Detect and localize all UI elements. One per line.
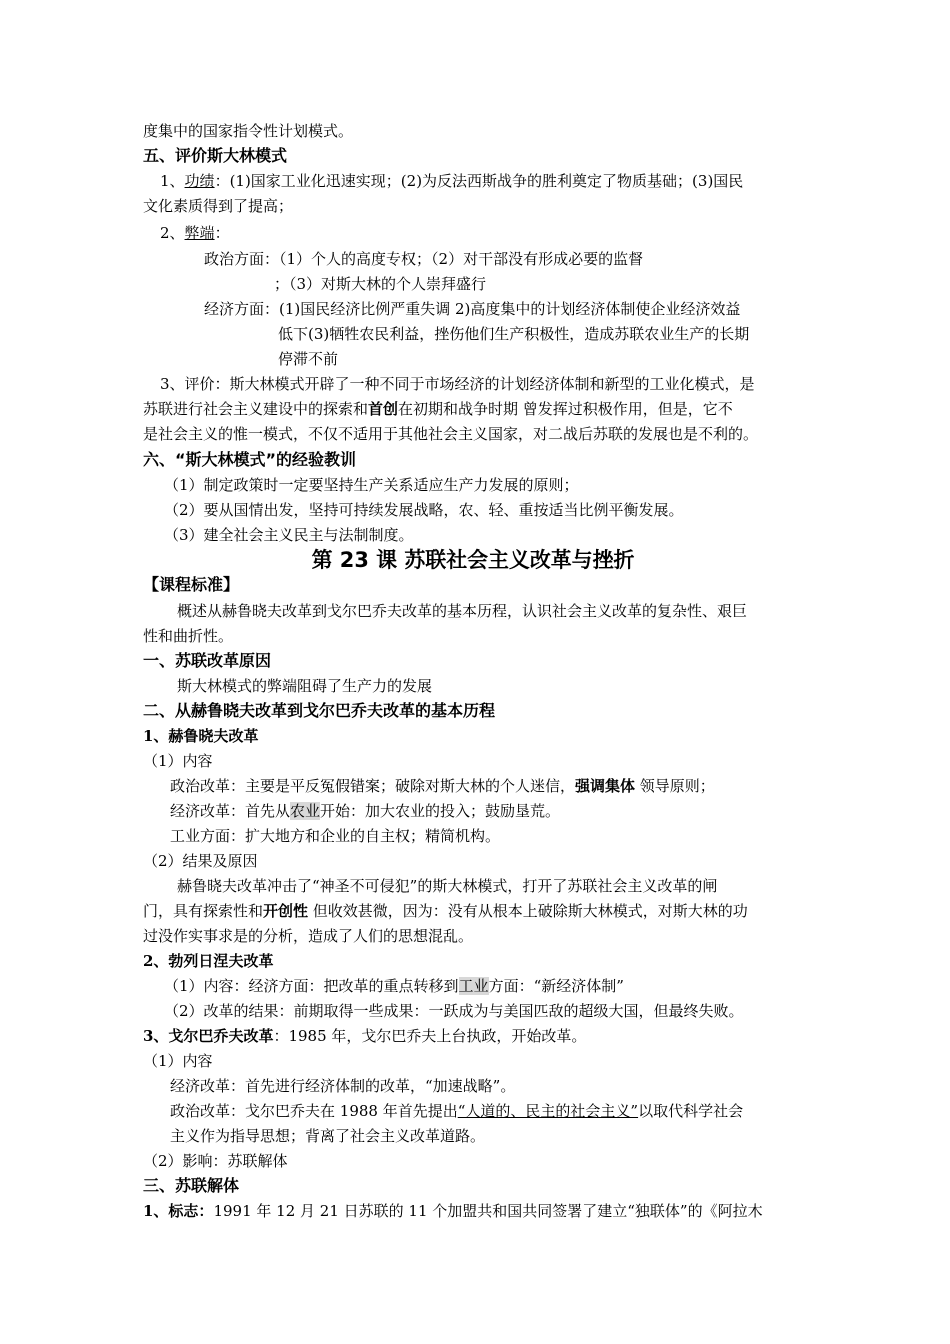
text-line: 1、标志：1991 年 12 月 21 日苏联的 11 个加盟共和国共同签署了建立“独联体”的《阿拉木	[143, 1202, 763, 1220]
text-line: 3、评价：斯大林模式开辟了一种不同于市场经济的计划经济体制和新型的工业化模式，是	[160, 375, 755, 393]
subsection-heading: 2、勃列日涅夫改革	[143, 952, 274, 970]
text-line: 概述从赫鲁晓夫改革到戈尔巴乔夫改革的基本历程，认识社会主义改革的复杂性、艰巨	[177, 602, 748, 620]
highlighted-term: 工业	[458, 977, 489, 995]
text-line: （3）建全社会主义民主与法制制度。	[164, 526, 414, 544]
section-heading: 二、从赫鲁晓夫改革到戈尔巴乔夫改革的基本历程	[143, 701, 496, 720]
underlined-term: 功绩	[184, 172, 215, 190]
text-line: 过没作实事求是的分析，造成了人们的思想混乱。	[143, 927, 474, 945]
text-line: 门，具有探索性和开创性 但收效甚微，因为：没有从根本上破除斯大林模式，对斯大林的功	[143, 902, 748, 920]
subsection-heading: 1、赫鲁晓夫改革	[143, 727, 259, 745]
section-heading: 三、苏联解体	[143, 1176, 240, 1195]
text-line: 停滞不前	[278, 350, 339, 368]
section-heading: 五、评价斯大林模式	[143, 146, 288, 165]
text-line: 经济改革：首先进行经济体制的改革，“加速战略”。	[170, 1077, 516, 1095]
section-heading: 一、苏联改革原因	[143, 651, 272, 670]
text-line: （1）内容	[143, 1052, 213, 1070]
text-line: （1）内容	[143, 752, 213, 770]
text-line: 2、弊端：	[160, 224, 230, 242]
text-line: （2）要从国情出发，坚持可持续发展战略，农、轻、重按适当比例平衡发展。	[164, 501, 684, 519]
text-line: 政治改革：戈尔巴乔夫在 1988 年首先提出“人道的、民主的社会主义”以取代科学社会	[170, 1102, 744, 1120]
text-line: 经济改革：首先从农业开始：加大农业的投入；鼓励垦荒。	[170, 802, 561, 820]
bold-term: 首创	[368, 400, 399, 418]
text-line: 苏联进行社会主义建设中的探索和首创在初期和战争时期 曾发挥过积极作用，但是，它不	[143, 400, 733, 418]
text-line: （2）影响：苏联解体	[143, 1152, 288, 1170]
text-line: 赫鲁晓夫改革冲击了“神圣不可侵犯”的斯大林模式，打开了苏联社会主义改革的闸	[177, 877, 718, 895]
text-line: （1）内容：经济方面：把改革的重点转移到工业方面：“新经济体制”	[164, 977, 624, 995]
text-line: 度集中的国家指令性计划模式。	[143, 122, 354, 140]
underlined-term: 弊端	[184, 224, 215, 242]
text-line: 是社会主义的惟一模式，不仅不适用于其他社会主义国家，对二战后苏联的发展也是不利的。	[143, 425, 759, 443]
section-heading: 【课程标准】	[143, 575, 240, 594]
text-line: 1、功绩：(1)国家工业化迅速实现；(2)为反法西斯战争的胜利奠定了物质基础；(3)国民	[160, 172, 744, 190]
lesson-title: 第 23 课 苏联社会主义改革与挫折	[311, 548, 635, 572]
text-line: （2）结果及原因	[143, 852, 258, 870]
bold-term: 强调集体	[575, 777, 636, 795]
text-line: 低下(3)牺牲农民利益，挫伤他们生产积极性，造成苏联农业生产的长期	[278, 325, 750, 343]
highlighted-term: 农业	[290, 802, 321, 820]
text-line: 经济方面：(1)国民经济比例严重失调 2)高度集中的计划经济体制使企业经济效益	[204, 300, 741, 318]
text-line: 政治方面：（1）个人的高度专权；（2）对干部没有形成必要的监督	[204, 250, 644, 268]
text-line: （1）制定政策时一定要坚持生产关系适应生产力发展的原则；	[164, 476, 579, 494]
text-line: 斯大林模式的弊端阻碍了生产力的发展	[177, 677, 433, 695]
text-line: 政治改革：主要是平反冤假错案；破除对斯大林的个人迷信，强调集体 领导原则；	[170, 777, 715, 795]
text-line: 主义作为指导思想；背离了社会主义改革道路。	[170, 1127, 486, 1145]
text-line: （2）改革的结果：前期取得一些成果：一跃成为与美国匹敌的超级大国，但最终失败。	[164, 1002, 744, 1020]
subsection-heading: 3、戈尔巴乔夫改革：1985 年，戈尔巴乔夫上台执政，开始改革。	[143, 1027, 587, 1045]
text-line: 文化素质得到了提高；	[143, 197, 294, 215]
bold-term: 开创性	[263, 902, 309, 920]
text-line: 工业方面：扩大地方和企业的自主权；精简机构。	[170, 827, 501, 845]
text-line: ；（3）对斯大林的个人崇拜盛行	[274, 275, 487, 293]
text-line: 性和曲折性。	[143, 627, 234, 645]
underlined-term: “人道的、民主的社会主义”	[457, 1102, 639, 1120]
section-heading: 六、“斯大林模式”的经验教训	[143, 450, 357, 469]
